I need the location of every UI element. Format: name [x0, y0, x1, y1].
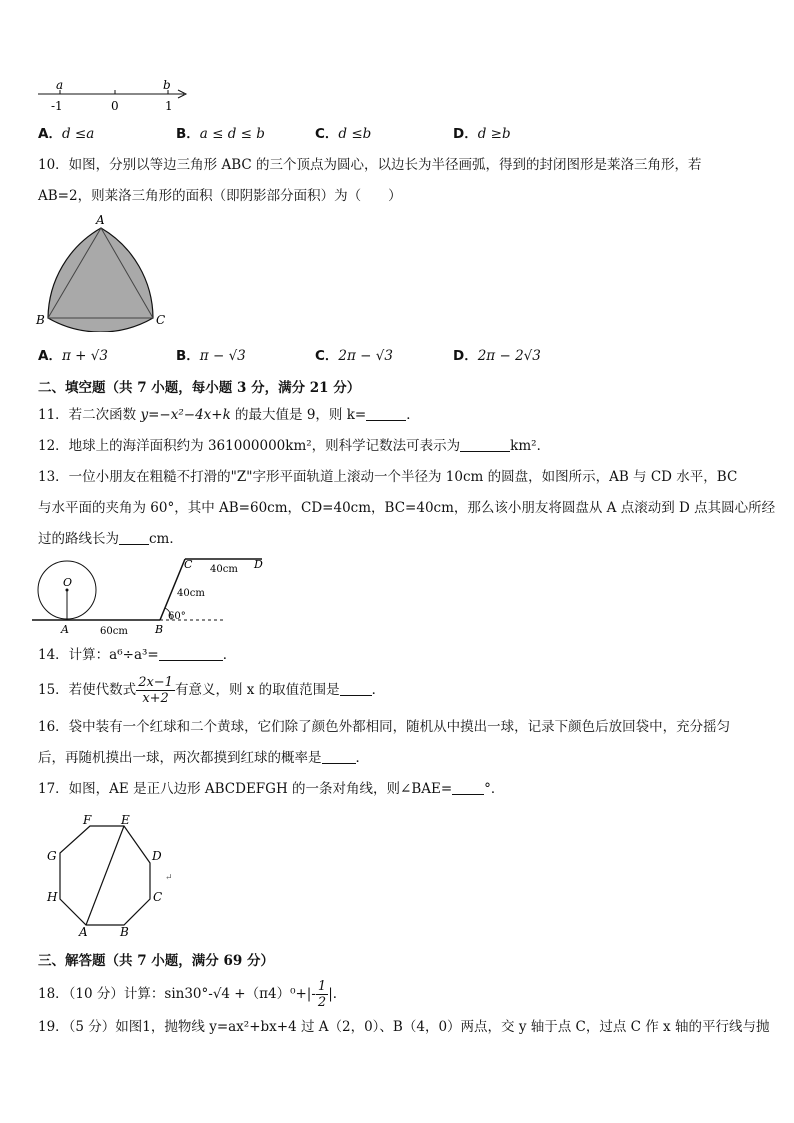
q12-text: 12．地球上的海洋面积约为 361000000km²，则科学记数法可表示为 km²． [38, 438, 551, 454]
q11-text: 11．若二次函数 y=−x²−4x+k 的最大值是 9，则 k= ． [38, 407, 420, 423]
z-track-label-bc: 40cm [177, 588, 205, 599]
q13-text-line3: 过的路线长为 cm． [38, 531, 183, 547]
q9-option-d: D．d ≥b [453, 126, 511, 142]
z-track-label-cd: 40cm [210, 564, 238, 575]
q14-answer-blank[interactable] [159, 646, 223, 661]
z-track-label-b: B [155, 623, 164, 636]
q10-text-line2: AB=2，则莱洛三角形的面积（即阴影部分面积）为（ ） [38, 188, 402, 204]
q10-option-c: C．2π − √3 [315, 348, 393, 364]
q13-text-line1: 13．一位小朋友在粗糙不打滑的"Z"字形平面轨道上滚动一个半径为 10cm 的圆盘，如图所示，AB 与 CD 水平，BC [38, 469, 738, 485]
octagon-label-e: E [121, 813, 130, 827]
section3-title: 三、解答题（共 7 小题，满分 69 分） [38, 953, 274, 969]
q19-text-line1: 19．（5 分）如图1，抛物线 y=ax²+bx+4 过 A（2，0）、B（4，0）两点，交 y 轴于点 C，过点 C 作 x 轴的平行线与抛 [38, 1019, 770, 1035]
q12-answer-blank[interactable] [460, 437, 510, 452]
q9-option-b: B．a ≤ d ≤ b [176, 126, 265, 142]
q18-fraction: $\frac{1}{2}$ [317, 979, 327, 1010]
reuleaux-label-c: C [156, 313, 166, 327]
q16-answer-blank[interactable] [322, 749, 356, 764]
z-track-label-o: O [63, 576, 73, 589]
octagon-label-f: F [83, 813, 92, 827]
q9-option-c: C．d ≤b [315, 126, 372, 142]
number-line-tick-minus1: -1 [51, 99, 63, 113]
number-line-label-b: b [163, 78, 171, 92]
octagon-figure [40, 812, 180, 938]
octagon-label-a: A [79, 925, 88, 938]
q16-text-line1: 16．袋中装有一个红球和二个黄球，它们除了颜色外都相同，随机从中摸出一球，记录下颜色后放回袋中，充分摇匀 [38, 719, 731, 735]
octagon-label-h: H [47, 890, 58, 904]
octagon-label-d: D [152, 849, 162, 863]
octagon-label-c: C [153, 890, 163, 904]
q13-text-line2: 与水平面的夹角为 60°，其中 AB=60cm，CD=40cm，BC=40cm，那么该小朋友将圆盘从 A 点滚动到 D 点其圆心所经 [38, 500, 776, 516]
number-line-tick-1: 1 [165, 99, 173, 113]
number-line-tick-0: 0 [111, 99, 119, 113]
z-track-label-angle: 60° [168, 611, 186, 622]
q17-text: 17．如图，AE 是正八边形 ABCDEFGH 的一条对角线，则∠BAE= °． [38, 781, 505, 797]
q15-fraction: $\frac{2x-1}{x+2}$ [138, 675, 173, 706]
z-track-label-c: C [184, 558, 193, 571]
q16-text-line2: 后，再随机摸出一球，两次都摸到红球的概率是 ． [38, 750, 369, 766]
q9-option-a: A．d ≤a [38, 126, 95, 142]
q13-answer-blank[interactable] [119, 530, 149, 545]
reuleaux-triangle-figure [30, 212, 175, 332]
z-track-label-a: A [61, 623, 69, 636]
section2-title: 二、填空题（共 7 小题，每小题 3 分，满分 21 分） [38, 380, 361, 396]
q10-option-d: D．2π − 2√3 [453, 348, 541, 364]
q15-answer-blank[interactable] [340, 681, 372, 696]
q11-answer-blank[interactable] [366, 406, 406, 421]
q14-text: 14．计算：a⁶÷a³= ． [38, 647, 237, 663]
svg-text:↵: ↵ [165, 873, 173, 883]
number-line-label-a: a [56, 78, 64, 92]
q15-text: 15．若使代数式 $\frac{2x-1}{x+2}$ 有意义，则 x 的取值范围是 ． [38, 675, 386, 706]
z-track-figure [30, 556, 270, 638]
number-line-figure [36, 78, 196, 114]
reuleaux-label-a: A [96, 213, 105, 227]
z-track-label-ab: 60cm [100, 626, 128, 637]
reuleaux-label-b: B [36, 313, 45, 327]
q17-answer-blank[interactable] [452, 780, 484, 795]
q10-option-b: B．π − √3 [176, 348, 246, 364]
q18-text: 18．（10 分）计算：sin30°-√4 +（π4）⁰+|- $\frac{1}{2}$ |． [38, 979, 347, 1010]
octagon-label-g: G [47, 849, 57, 863]
q10-option-a: A．π + √3 [38, 348, 108, 364]
z-track-label-d: D [254, 558, 263, 571]
octagon-label-b: B [120, 925, 129, 938]
q10-text-line1: 10．如图，分别以等边三角形 ABC 的三个顶点为圆心，以边长为半径画弧，得到的封闭图形是莱洛三角形，若 [38, 157, 702, 173]
